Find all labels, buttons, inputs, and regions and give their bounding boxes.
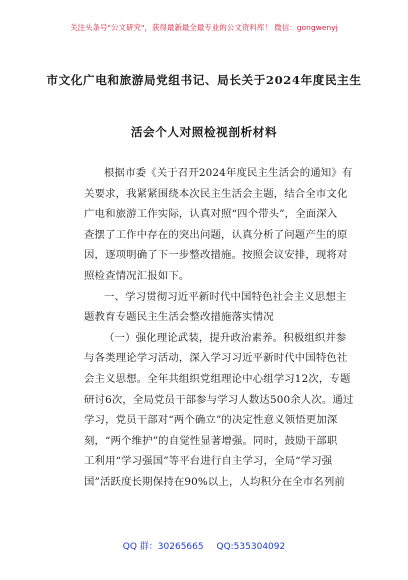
paragraph-line: 照检查情况汇报如下。: [84, 269, 190, 282]
document-title-line-1: 市文化广电和旅游局党组书记、局长关于2024年度民主生: [46, 73, 362, 87]
paragraph-line: 刻，“两个维护”的自觉性显著增强。同时，鼓励干部职: [84, 434, 338, 447]
qq-group-number: QQ 群：30265665: [122, 542, 204, 552]
paragraph-line: 会主义思想。全年共组织党组理论中心组学习12次，专题: [84, 372, 351, 385]
paragraph-line: 学习，党员干部对“两个确立”的决定性意义领悟更加深: [84, 414, 338, 427]
paragraph-line: 国”活跃度长期保持在90%以上，人均积分在全市名列前: [84, 475, 345, 488]
paragraph-line: 广电和旅游工作实际，认真对照“四个带头”，全面深入: [84, 208, 338, 221]
paragraph-line: 关要求，我紧紧围绕本次民主生活会主题，结合全市文化: [84, 187, 348, 200]
paragraph-line: 查摆了工作中存在的突出问题，认真分析了问题产生的原: [84, 228, 348, 241]
document-body: [84, 163, 354, 493]
qq-contact-number: QQ:535304092: [216, 542, 286, 552]
paragraph-line: （一）强化理论武装，提升政治素养。积极组织并参: [104, 331, 347, 344]
promo-banner: 关注头条号"公文研究"，获得最新最全最专业的公文资料库！ 微信：gongwenyj: [70, 23, 338, 32]
section-heading-line: 题教育专题民主生活会整改措施落实情况: [84, 311, 274, 324]
paragraph-line: 根据市委《关于召开2024年度民主生活会的通知》有: [104, 167, 353, 179]
paragraph-line: 因，逐项明确了下一步整改措施。按照会议安排，现将对: [84, 249, 348, 262]
paragraph-line: 工利用“学习强国”等平台进行自主学习，全局“学习强: [84, 455, 333, 468]
paragraph-line: 与各类理论学习活动，深入学习习近平新时代中国特色社: [84, 352, 348, 365]
document-title-line-2: 活会个人对照检视剖析材料: [130, 125, 278, 139]
section-heading-line: 一、学习贯彻习近平新时代中国特色社会主义思想主: [104, 290, 347, 303]
paragraph-line: 研讨6次，全局党员干部参与学习人数达500余人次。通过: [84, 393, 354, 406]
contact-footer: [0, 539, 408, 552]
